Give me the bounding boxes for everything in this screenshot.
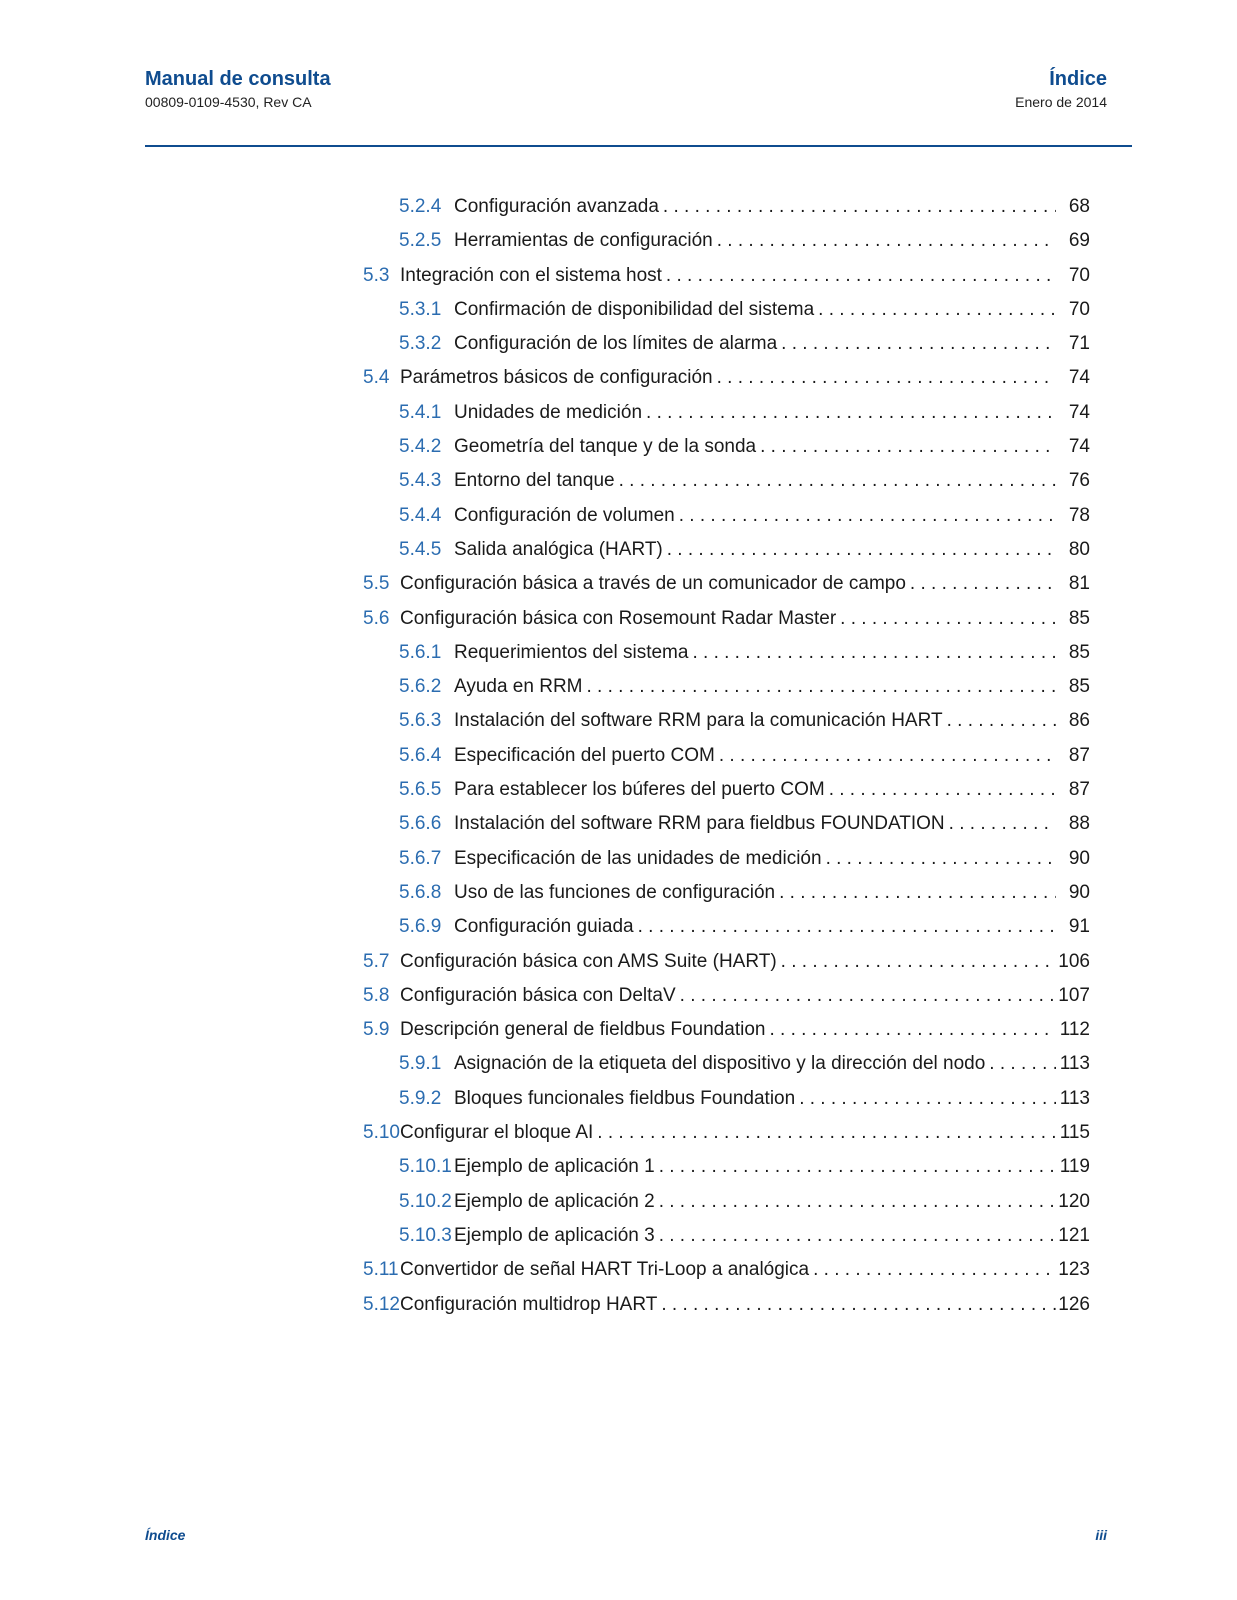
toc-entry-number[interactable]: 5.4.3 xyxy=(399,470,442,492)
toc-entry-number[interactable]: 5.12 xyxy=(363,1293,400,1315)
toc-entry-page[interactable]: 91 xyxy=(1068,916,1090,938)
toc-entry-number[interactable]: 5.4 xyxy=(363,367,390,389)
toc-entry-page[interactable]: 87 xyxy=(1068,779,1090,801)
toc-entry-page[interactable]: 85 xyxy=(1068,607,1090,629)
toc-dot-leader xyxy=(657,1288,1056,1322)
toc-entry[interactable] xyxy=(363,499,1090,533)
document-date: Enero de 2014 xyxy=(1015,94,1107,110)
toc-entry-number[interactable]: 5.3.2 xyxy=(399,333,442,355)
toc-entry-number[interactable]: 5.6.4 xyxy=(399,744,442,766)
toc-entry-number[interactable]: 5.6.3 xyxy=(399,710,442,732)
toc-entry-page[interactable]: 80 xyxy=(1068,538,1090,560)
toc-dot-leader xyxy=(985,1047,1056,1081)
toc-entry[interactable] xyxy=(363,293,1090,327)
toc-entry-page[interactable]: 69 xyxy=(1068,230,1090,252)
toc-entry-number[interactable]: 5.9.2 xyxy=(399,1087,442,1109)
toc-entry-title[interactable]: Requerimientos del sistema xyxy=(454,641,689,663)
toc-dot-leader xyxy=(676,979,1056,1013)
toc-entry[interactable] xyxy=(363,773,1090,807)
toc-entry[interactable] xyxy=(363,876,1090,910)
toc-entry-number[interactable]: 5.3 xyxy=(363,264,390,286)
toc-entry-page[interactable]: 107 xyxy=(1058,984,1090,1006)
toc-entry-title[interactable]: Parámetros básicos de configuración xyxy=(400,367,713,389)
toc-dot-leader xyxy=(777,327,1056,361)
toc-entry-title[interactable]: Configuración avanzada xyxy=(454,196,659,217)
toc-entry-page[interactable]: 74 xyxy=(1068,401,1090,423)
toc-entry-number[interactable]: 5.6.6 xyxy=(399,813,442,835)
toc-dot-leader xyxy=(814,293,1056,327)
toc-entry-title[interactable]: Instalación del software RRM para la comunicación HART xyxy=(454,710,943,732)
toc-dot-leader xyxy=(593,1116,1056,1150)
toc-entry-title[interactable]: Configurar el bloque AI xyxy=(400,1122,594,1144)
toc-entry-number[interactable]: 5.8 xyxy=(363,984,390,1006)
toc-dot-leader xyxy=(765,1013,1056,1047)
toc-entry-title[interactable]: Especificación de las unidades de medición xyxy=(454,847,822,869)
toc-entry-page[interactable]: 81 xyxy=(1068,573,1090,595)
toc-entry-page[interactable]: 106 xyxy=(1058,950,1090,972)
toc-entry-title[interactable]: Uso de las funciones de configuración xyxy=(454,881,776,903)
toc-entry-page[interactable]: 74 xyxy=(1068,436,1090,458)
toc-entry-title[interactable]: Unidades de medición xyxy=(454,401,643,423)
toc-entry[interactable] xyxy=(363,670,1090,704)
toc-entry[interactable] xyxy=(363,1219,1090,1253)
footer-page-number: iii xyxy=(1095,1527,1107,1543)
toc-entry-title[interactable]: Entorno del tanque xyxy=(454,470,615,492)
toc-entry-title[interactable]: Especificación del puerto COM xyxy=(454,744,715,766)
toc-entry-title[interactable]: Instalación del software RRM para fieldbus FOUNDATION xyxy=(454,813,945,835)
toc-dot-leader xyxy=(809,1253,1056,1287)
toc-entry[interactable] xyxy=(363,327,1090,361)
toc-dot-leader xyxy=(943,704,1056,738)
toc-entry-title[interactable]: Configuración de volumen xyxy=(454,504,675,526)
toc-entry[interactable] xyxy=(363,842,1090,876)
toc-entry[interactable] xyxy=(363,1288,1090,1322)
toc-dot-leader xyxy=(775,876,1056,910)
toc-dot-leader xyxy=(642,396,1056,430)
toc-entry-page[interactable]: 68 xyxy=(1068,196,1090,217)
section-title: Índice xyxy=(1049,68,1107,90)
toc-entry-page[interactable]: 123 xyxy=(1058,1259,1090,1281)
toc-dot-leader xyxy=(822,842,1056,876)
toc-entry-page[interactable]: 88 xyxy=(1068,813,1090,835)
toc-dot-leader xyxy=(713,361,1056,395)
toc-entry[interactable] xyxy=(363,567,1090,601)
toc-entry[interactable] xyxy=(363,602,1090,636)
toc-entry[interactable] xyxy=(363,1082,1090,1116)
toc-dot-leader xyxy=(715,739,1056,773)
toc-entry-page[interactable]: 76 xyxy=(1068,470,1090,492)
toc-entry[interactable] xyxy=(363,361,1090,395)
toc-entry-title[interactable]: Ejemplo de aplicación 2 xyxy=(454,1190,655,1212)
toc-entry[interactable] xyxy=(363,1047,1090,1081)
toc-entry-number[interactable]: 5.6.1 xyxy=(399,641,442,663)
toc-entry-number[interactable]: 5.9 xyxy=(363,1019,390,1041)
toc-dot-leader xyxy=(655,1219,1056,1253)
toc-dot-leader xyxy=(659,190,1056,224)
toc-dot-leader xyxy=(836,602,1056,636)
header-right xyxy=(1015,66,1107,112)
toc-entry[interactable] xyxy=(363,1116,1090,1150)
toc-entry-number[interactable]: 5.10.1 xyxy=(399,1156,452,1178)
toc-dot-leader xyxy=(634,910,1056,944)
toc-entry[interactable] xyxy=(363,1185,1090,1219)
toc-entry-page[interactable]: 86 xyxy=(1068,710,1090,732)
toc-dot-leader xyxy=(675,499,1056,533)
toc-entry-page[interactable]: 70 xyxy=(1068,298,1090,320)
toc-entry-number[interactable]: 5.4.5 xyxy=(399,538,442,560)
header-divider xyxy=(145,145,1132,147)
toc-entry[interactable] xyxy=(363,910,1090,944)
toc-entry-number[interactable]: 5.6.7 xyxy=(399,847,442,869)
toc-entry-number[interactable]: 5.11 xyxy=(363,1259,399,1281)
toc-entry[interactable] xyxy=(363,945,1090,979)
toc-entry[interactable] xyxy=(363,464,1090,498)
toc-dot-leader xyxy=(756,430,1056,464)
toc-entry[interactable] xyxy=(363,807,1090,841)
toc-entry[interactable] xyxy=(363,979,1090,1013)
toc-entry-page[interactable]: 71 xyxy=(1068,333,1090,355)
toc-entry-number[interactable]: 5.10.2 xyxy=(399,1190,452,1212)
toc-dot-leader xyxy=(655,1185,1056,1219)
toc-entry-title[interactable]: Ejemplo de aplicación 1 xyxy=(454,1156,655,1178)
toc-entry[interactable] xyxy=(363,259,1090,293)
toc-entry-number[interactable]: 5.10.3 xyxy=(399,1224,452,1246)
toc-entry-title[interactable]: Bloques funcionales fieldbus Foundation xyxy=(454,1087,796,1109)
toc-entry-page[interactable]: 120 xyxy=(1058,1190,1090,1212)
toc-dot-leader xyxy=(662,259,1056,293)
toc-entry-title[interactable]: Confirmación de disponibilidad del sistema xyxy=(454,298,815,320)
toc-entry-title[interactable]: Configuración guiada xyxy=(454,916,634,938)
toc-dot-leader xyxy=(615,464,1056,498)
toc-dot-leader xyxy=(906,567,1056,601)
toc-dot-leader xyxy=(583,670,1057,704)
toc-dot-leader xyxy=(777,945,1056,979)
toc-entry[interactable] xyxy=(363,430,1090,464)
toc-entry-title[interactable]: Configuración básica a través de un comunicador de campo xyxy=(400,573,906,595)
toc-entry-number[interactable]: 5.6.5 xyxy=(399,779,442,801)
toc-dot-leader xyxy=(655,1150,1056,1184)
toc-entry-page[interactable]: 85 xyxy=(1068,641,1090,663)
toc-entry-number[interactable]: 5.4.2 xyxy=(399,436,442,458)
toc-entry[interactable] xyxy=(363,190,1090,224)
toc-entry-title[interactable]: Configuración de los límites de alarma xyxy=(454,333,778,355)
toc-entry-page[interactable]: 113 xyxy=(1059,1087,1090,1109)
toc-entry-number[interactable]: 5.6.2 xyxy=(399,676,442,698)
toc-entry-number[interactable]: 5.4.1 xyxy=(399,401,442,423)
toc-entry-number[interactable]: 5.3.1 xyxy=(399,298,442,320)
toc-entry[interactable] xyxy=(363,704,1090,738)
document-title: Manual de consulta xyxy=(145,68,331,90)
toc-entry-title[interactable]: Configuración básica con AMS Suite (HART) xyxy=(400,950,777,972)
toc-entry[interactable] xyxy=(363,1253,1090,1287)
toc-entry[interactable] xyxy=(363,739,1090,773)
toc-entry-title[interactable]: Geometría del tanque y de la sonda xyxy=(454,436,757,458)
toc-entry-page[interactable]: 90 xyxy=(1068,847,1090,869)
toc-entry-number[interactable]: 5.6.8 xyxy=(399,881,442,903)
toc-entry-number[interactable]: 5.2.5 xyxy=(399,230,442,252)
toc-dot-leader xyxy=(945,807,1056,841)
toc-entry-title[interactable]: Convertidor de señal HART Tri-Loop a analógica xyxy=(400,1259,810,1281)
toc-entry-title[interactable]: Salida analógica (HART) xyxy=(454,538,663,560)
table-of-contents xyxy=(363,190,1090,1322)
toc-entry-page[interactable]: 121 xyxy=(1058,1224,1090,1246)
toc-entry-number[interactable]: 5.4.4 xyxy=(399,504,442,526)
toc-entry-title[interactable]: Para establecer los búferes del puerto COM xyxy=(454,779,825,801)
toc-entry-title[interactable]: Descripción general de fieldbus Foundation xyxy=(400,1019,766,1041)
toc-entry-title[interactable]: Asignación de la etiqueta del dispositivo y la dirección del nodo xyxy=(454,1053,986,1075)
toc-entry[interactable] xyxy=(363,224,1090,258)
toc-entry-title[interactable]: Configuración básica con Rosemount Radar Master xyxy=(400,607,837,629)
toc-entry-title[interactable]: Ayuda en RRM xyxy=(454,676,583,698)
toc-entry-page[interactable]: 112 xyxy=(1059,1019,1090,1041)
toc-entry-page[interactable]: 78 xyxy=(1068,504,1090,526)
toc-entry-title[interactable]: Ejemplo de aplicación 3 xyxy=(454,1224,655,1246)
toc-dot-leader xyxy=(688,636,1056,670)
toc-entry-page[interactable]: 115 xyxy=(1059,1122,1090,1144)
toc-dot-leader xyxy=(795,1082,1056,1116)
toc-entry-number[interactable]: 5.5 xyxy=(363,573,390,595)
toc-entry-page[interactable]: 70 xyxy=(1068,264,1090,286)
header-left xyxy=(145,66,331,112)
toc-entry[interactable] xyxy=(363,1013,1090,1047)
toc-entry-page[interactable]: 74 xyxy=(1068,367,1090,389)
document-number: 00809-0109-4530, Rev CA xyxy=(145,94,312,110)
toc-entry[interactable] xyxy=(363,396,1090,430)
toc-entry-number[interactable]: 5.2.4 xyxy=(399,196,442,217)
toc-entry-number[interactable]: 5.9.1 xyxy=(399,1053,442,1075)
toc-entry-title[interactable]: Integración con el sistema host xyxy=(400,264,662,286)
toc-entry-number[interactable]: 5.7 xyxy=(363,950,390,972)
toc-dot-leader xyxy=(663,533,1056,567)
toc-entry[interactable] xyxy=(363,533,1090,567)
toc-dot-leader xyxy=(713,224,1056,258)
toc-entry-page[interactable]: 126 xyxy=(1058,1293,1090,1315)
toc-entry-number[interactable]: 5.10 xyxy=(363,1122,400,1144)
toc-entry-title[interactable]: Configuración multidrop HART xyxy=(400,1293,658,1315)
toc-entry-page[interactable]: 90 xyxy=(1068,881,1090,903)
toc-entry-page[interactable]: 113 xyxy=(1059,1053,1090,1075)
toc-entry-page[interactable]: 119 xyxy=(1059,1156,1090,1178)
toc-dot-leader xyxy=(825,773,1056,807)
toc-entry-title[interactable]: Configuración básica con DeltaV xyxy=(400,984,676,1006)
toc-entry-page[interactable]: 85 xyxy=(1068,676,1090,698)
toc-entry-number[interactable]: 5.6 xyxy=(363,607,390,629)
toc-entry-page[interactable]: 87 xyxy=(1068,744,1090,766)
toc-entry[interactable] xyxy=(363,636,1090,670)
toc-entry-number[interactable]: 5.6.9 xyxy=(399,916,442,938)
toc-entry[interactable] xyxy=(363,1150,1090,1184)
footer-section-label: Índice xyxy=(145,1527,186,1543)
toc-entry-title[interactable]: Herramientas de configuración xyxy=(454,230,713,252)
